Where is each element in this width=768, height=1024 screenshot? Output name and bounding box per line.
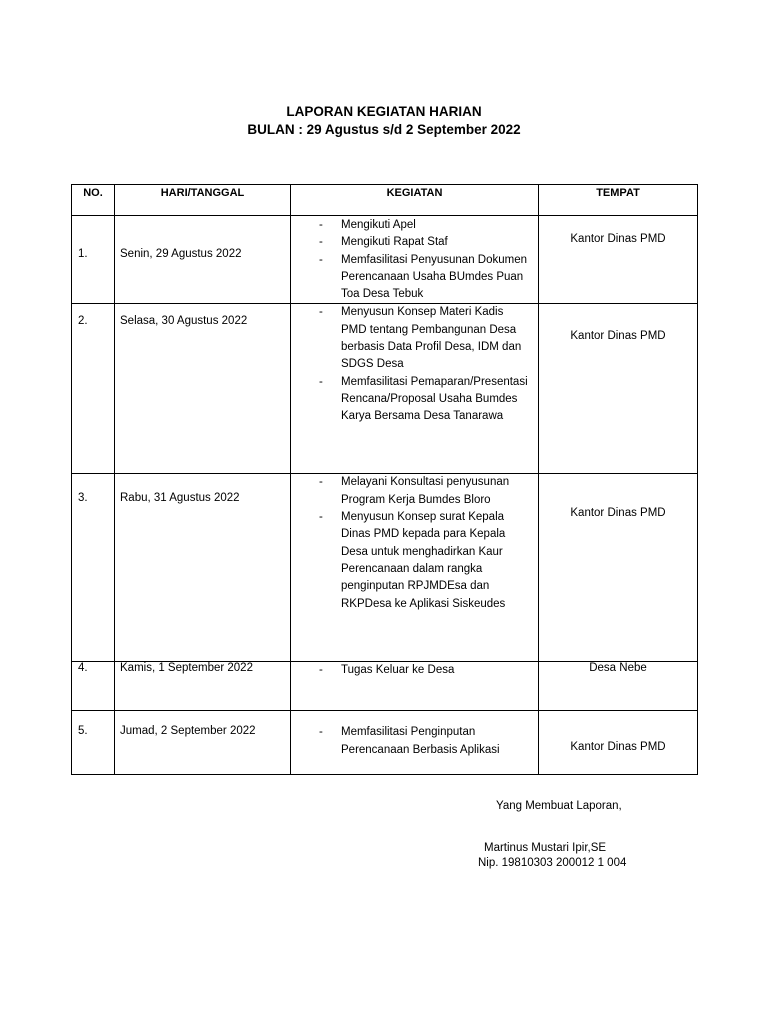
row-number: 3.: [78, 492, 88, 505]
activity-list: [291, 662, 538, 679]
report-period: BULAN : 29 Agustus s/d 2 September 2022: [247, 122, 521, 137]
list-item: - Memfasilitasi Penginputan Perencanaan Berbasis Aplikasi: [319, 726, 500, 756]
made-by-label: Yang Membuat Laporan,: [496, 800, 622, 812]
row-number: 2.: [78, 315, 88, 328]
signer-nip: Nip. 19810303 200012 1 004: [478, 857, 627, 869]
signer-name: Martinus Mustari Ipir,SE: [484, 842, 607, 854]
report-title: LAPORAN KEGIATAN HARIAN: [286, 104, 482, 119]
activity-list: [291, 724, 538, 759]
table-row: [72, 711, 698, 775]
row-place: Desa Nebe: [589, 662, 647, 675]
row-date: Kamis, 1 September 2022: [120, 662, 253, 675]
activity-table: [71, 184, 698, 775]
row-place: Kantor Dinas PMD: [570, 507, 666, 520]
row-place: Kantor Dinas PMD: [570, 330, 666, 343]
list-item: - Tugas Keluar ke Desa: [319, 664, 455, 677]
row-number: 5.: [78, 725, 88, 738]
list-item: - Mengikuti Rapat Staf: [319, 236, 448, 249]
row-date: Selasa, 30 Agustus 2022: [120, 315, 248, 328]
row-date: Jumad, 2 September 2022: [120, 725, 256, 738]
activity-list: [291, 217, 538, 303]
table-row: [72, 304, 698, 474]
list-item: - Menyusun Konsep Materi Kadis PMD tentang Pembangunan Desa berbasis Data Profil Desa, IDM dan SDGS Desa: [319, 306, 522, 371]
list-item: - Memfasilitasi Pemaparan/Presentasi Rencana/Proposal Usaha Bumdes Karya Bersama Desa Tanarawa: [319, 375, 528, 423]
list-item: - Menyusun Konsep surat Kepala Dinas PMD kepada para Kepala Desa untuk menghadirkan Kaur Perencanaan dalam rangka penginputan RPJMDEsa dan RKPDesa ke Aplikasi Siskeudes: [319, 511, 506, 610]
col-header-activity: KEGIATAN: [291, 185, 539, 216]
list-item: - Mengikuti Apel: [319, 219, 416, 231]
row-number: 1.: [78, 248, 88, 260]
activity-list: [291, 474, 538, 612]
col-header-place: TEMPAT: [539, 185, 698, 216]
row-place: Kantor Dinas PMD: [570, 233, 666, 245]
col-header-date: HARI/TANGGAL: [115, 185, 291, 216]
col-header-no: NO.: [72, 185, 115, 216]
table-header-row: [72, 185, 698, 216]
row-date: Senin, 29 Agustus 2022: [120, 248, 242, 260]
row-number: 4.: [78, 662, 88, 675]
table-row: [72, 662, 698, 711]
table-row: [72, 474, 698, 662]
row-date: Rabu, 31 Agustus 2022: [120, 492, 240, 505]
list-item: - Memfasilitasi Penyusunan Dokumen Perencanaan Usaha BUmdes Puan Toa Desa Tebuk: [319, 253, 528, 301]
table-row: [72, 216, 698, 304]
activity-list: [291, 304, 538, 425]
row-place: Kantor Dinas PMD: [570, 741, 666, 754]
list-item: - Melayani Konsultasi penyusunan Program Kerja Bumdes Bloro: [319, 476, 510, 506]
